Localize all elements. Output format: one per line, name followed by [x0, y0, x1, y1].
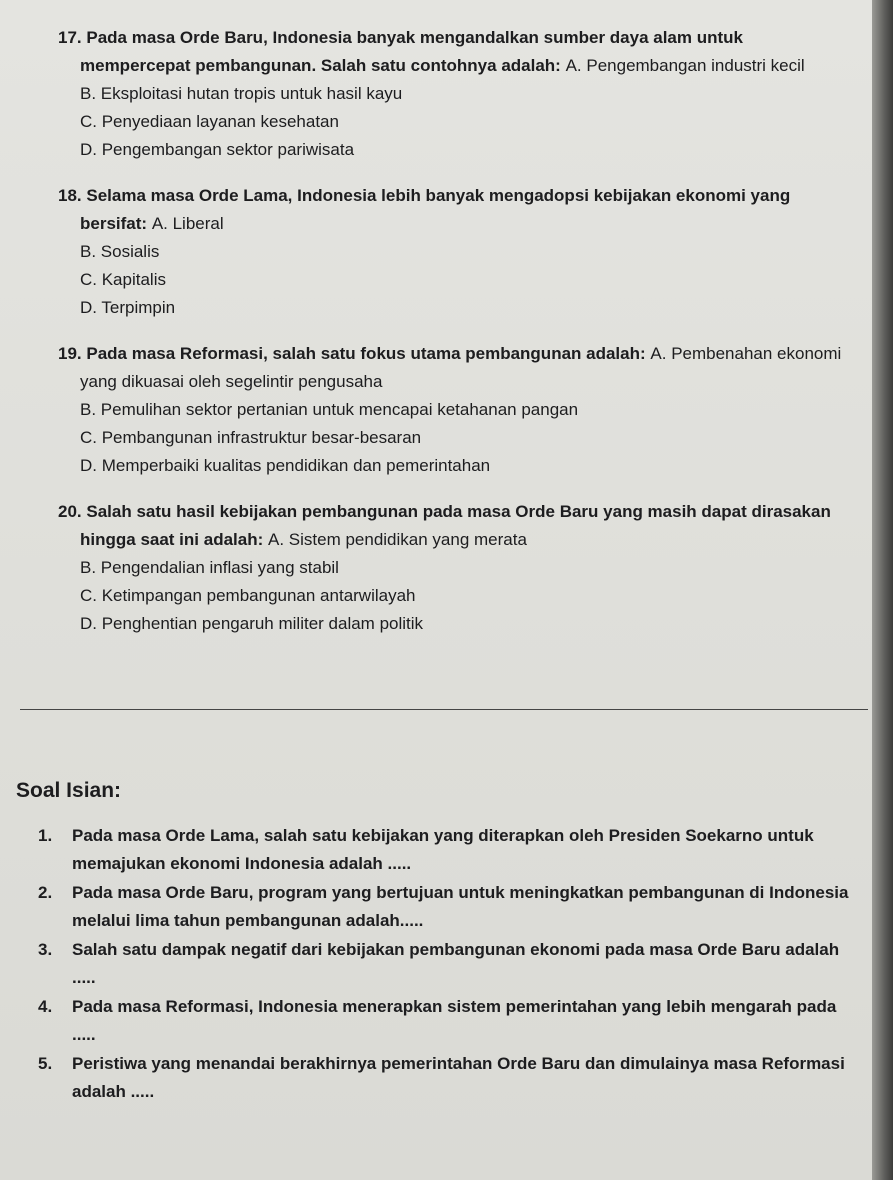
option-c: C. Kapitalis	[80, 270, 166, 289]
page-edge-shadow	[872, 0, 893, 1180]
question-text: Salah satu hasil kebijakan pembangunan pada masa Orde Baru yang masih dapat dirasakan hingga saat ini adalah:	[80, 502, 831, 549]
essay-number: 2.	[38, 883, 53, 902]
essay-question	[38, 1050, 863, 1106]
option-c: C. Ketimpangan pembangunan antarwilayah	[80, 586, 416, 605]
multiple-choice-section	[58, 24, 858, 656]
option-a: A. Sistem pendidikan yang merata	[268, 530, 527, 549]
question-20	[58, 498, 858, 638]
essay-question	[38, 822, 863, 878]
option-c: C. Penyediaan layanan kesehatan	[80, 112, 339, 131]
essay-question	[38, 993, 863, 1049]
question-text: Selama masa Orde Lama, Indonesia lebih banyak mengadopsi kebijakan ekonomi yang bersifat:	[80, 186, 791, 233]
option-d: D. Terpimpin	[80, 298, 176, 317]
essay-text: Pada masa Orde Lama, salah satu kebijakan yang diterapkan oleh Presiden Soekarno untuk memajukan ekonomi Indonesia adalah .....	[72, 826, 814, 873]
question-number: 19.	[58, 344, 82, 363]
option-d: D. Memperbaiki kualitas pendidikan dan pemerintahan	[80, 456, 491, 475]
section-divider	[20, 709, 868, 710]
question-number: 17.	[58, 28, 82, 47]
option-b: B. Pengendalian inflasi yang stabil	[80, 558, 339, 577]
question-text: Pada masa Orde Baru, Indonesia banyak mengandalkan sumber daya alam untuk mempercepat pembangunan. Salah satu contohnya adalah:	[80, 28, 743, 75]
option-a: A. Liberal	[151, 214, 224, 233]
essay-question-list	[38, 822, 863, 1107]
essay-number: 1.	[38, 826, 53, 845]
question-number: 20.	[58, 502, 82, 521]
essay-section-title: Soal Isian:	[16, 779, 122, 802]
question-17	[58, 24, 858, 164]
option-b: B. Pemulihan sektor pertanian untuk mencapai ketahanan pangan	[80, 400, 579, 419]
essay-question	[38, 879, 863, 935]
question-18	[58, 182, 858, 322]
question-stem	[58, 24, 858, 80]
option-d: D. Penghentian pengaruh militer dalam politik	[80, 614, 424, 633]
question-number: 18.	[58, 186, 82, 205]
essay-text: Pada masa Reformasi, Indonesia menerapkan sistem pemerintahan yang lebih mengarah pada .....	[72, 997, 837, 1044]
option-a: A. Pengembangan industri kecil	[565, 56, 805, 75]
option-c: C. Pembangunan infrastruktur besar-besaran	[80, 428, 422, 447]
essay-number: 5.	[38, 1054, 53, 1073]
essay-text: Peristiwa yang menandai berakhirnya pemerintahan Orde Baru dan dimulainya masa Reformasi adalah .....	[72, 1054, 845, 1101]
question-stem	[58, 340, 858, 396]
question-19	[58, 340, 858, 480]
question-text: Pada masa Reformasi, salah satu fokus utama pembangunan adalah:	[86, 344, 646, 363]
question-stem	[58, 182, 858, 238]
essay-question	[38, 936, 863, 992]
essay-text: Pada masa Orde Baru, program yang bertujuan untuk meningkatkan pembangunan di Indonesia melalui lima tahun pembangunan adalah.....	[72, 883, 849, 930]
option-b: B. Sosialis	[80, 242, 160, 261]
option-d: D. Pengembangan sektor pariwisata	[80, 140, 355, 159]
option-a: A. Pembenahan ekonomi yang dikuasai oleh segelintir pengusaha	[80, 344, 842, 391]
option-b: B. Eksploitasi hutan tropis untuk hasil kayu	[80, 84, 403, 103]
essay-text: Salah satu dampak negatif dari kebijakan pembangunan ekonomi pada masa Orde Baru adalah .....	[72, 940, 840, 987]
question-stem	[58, 498, 858, 554]
essay-number: 3.	[38, 940, 53, 959]
essay-number: 4.	[38, 997, 53, 1016]
